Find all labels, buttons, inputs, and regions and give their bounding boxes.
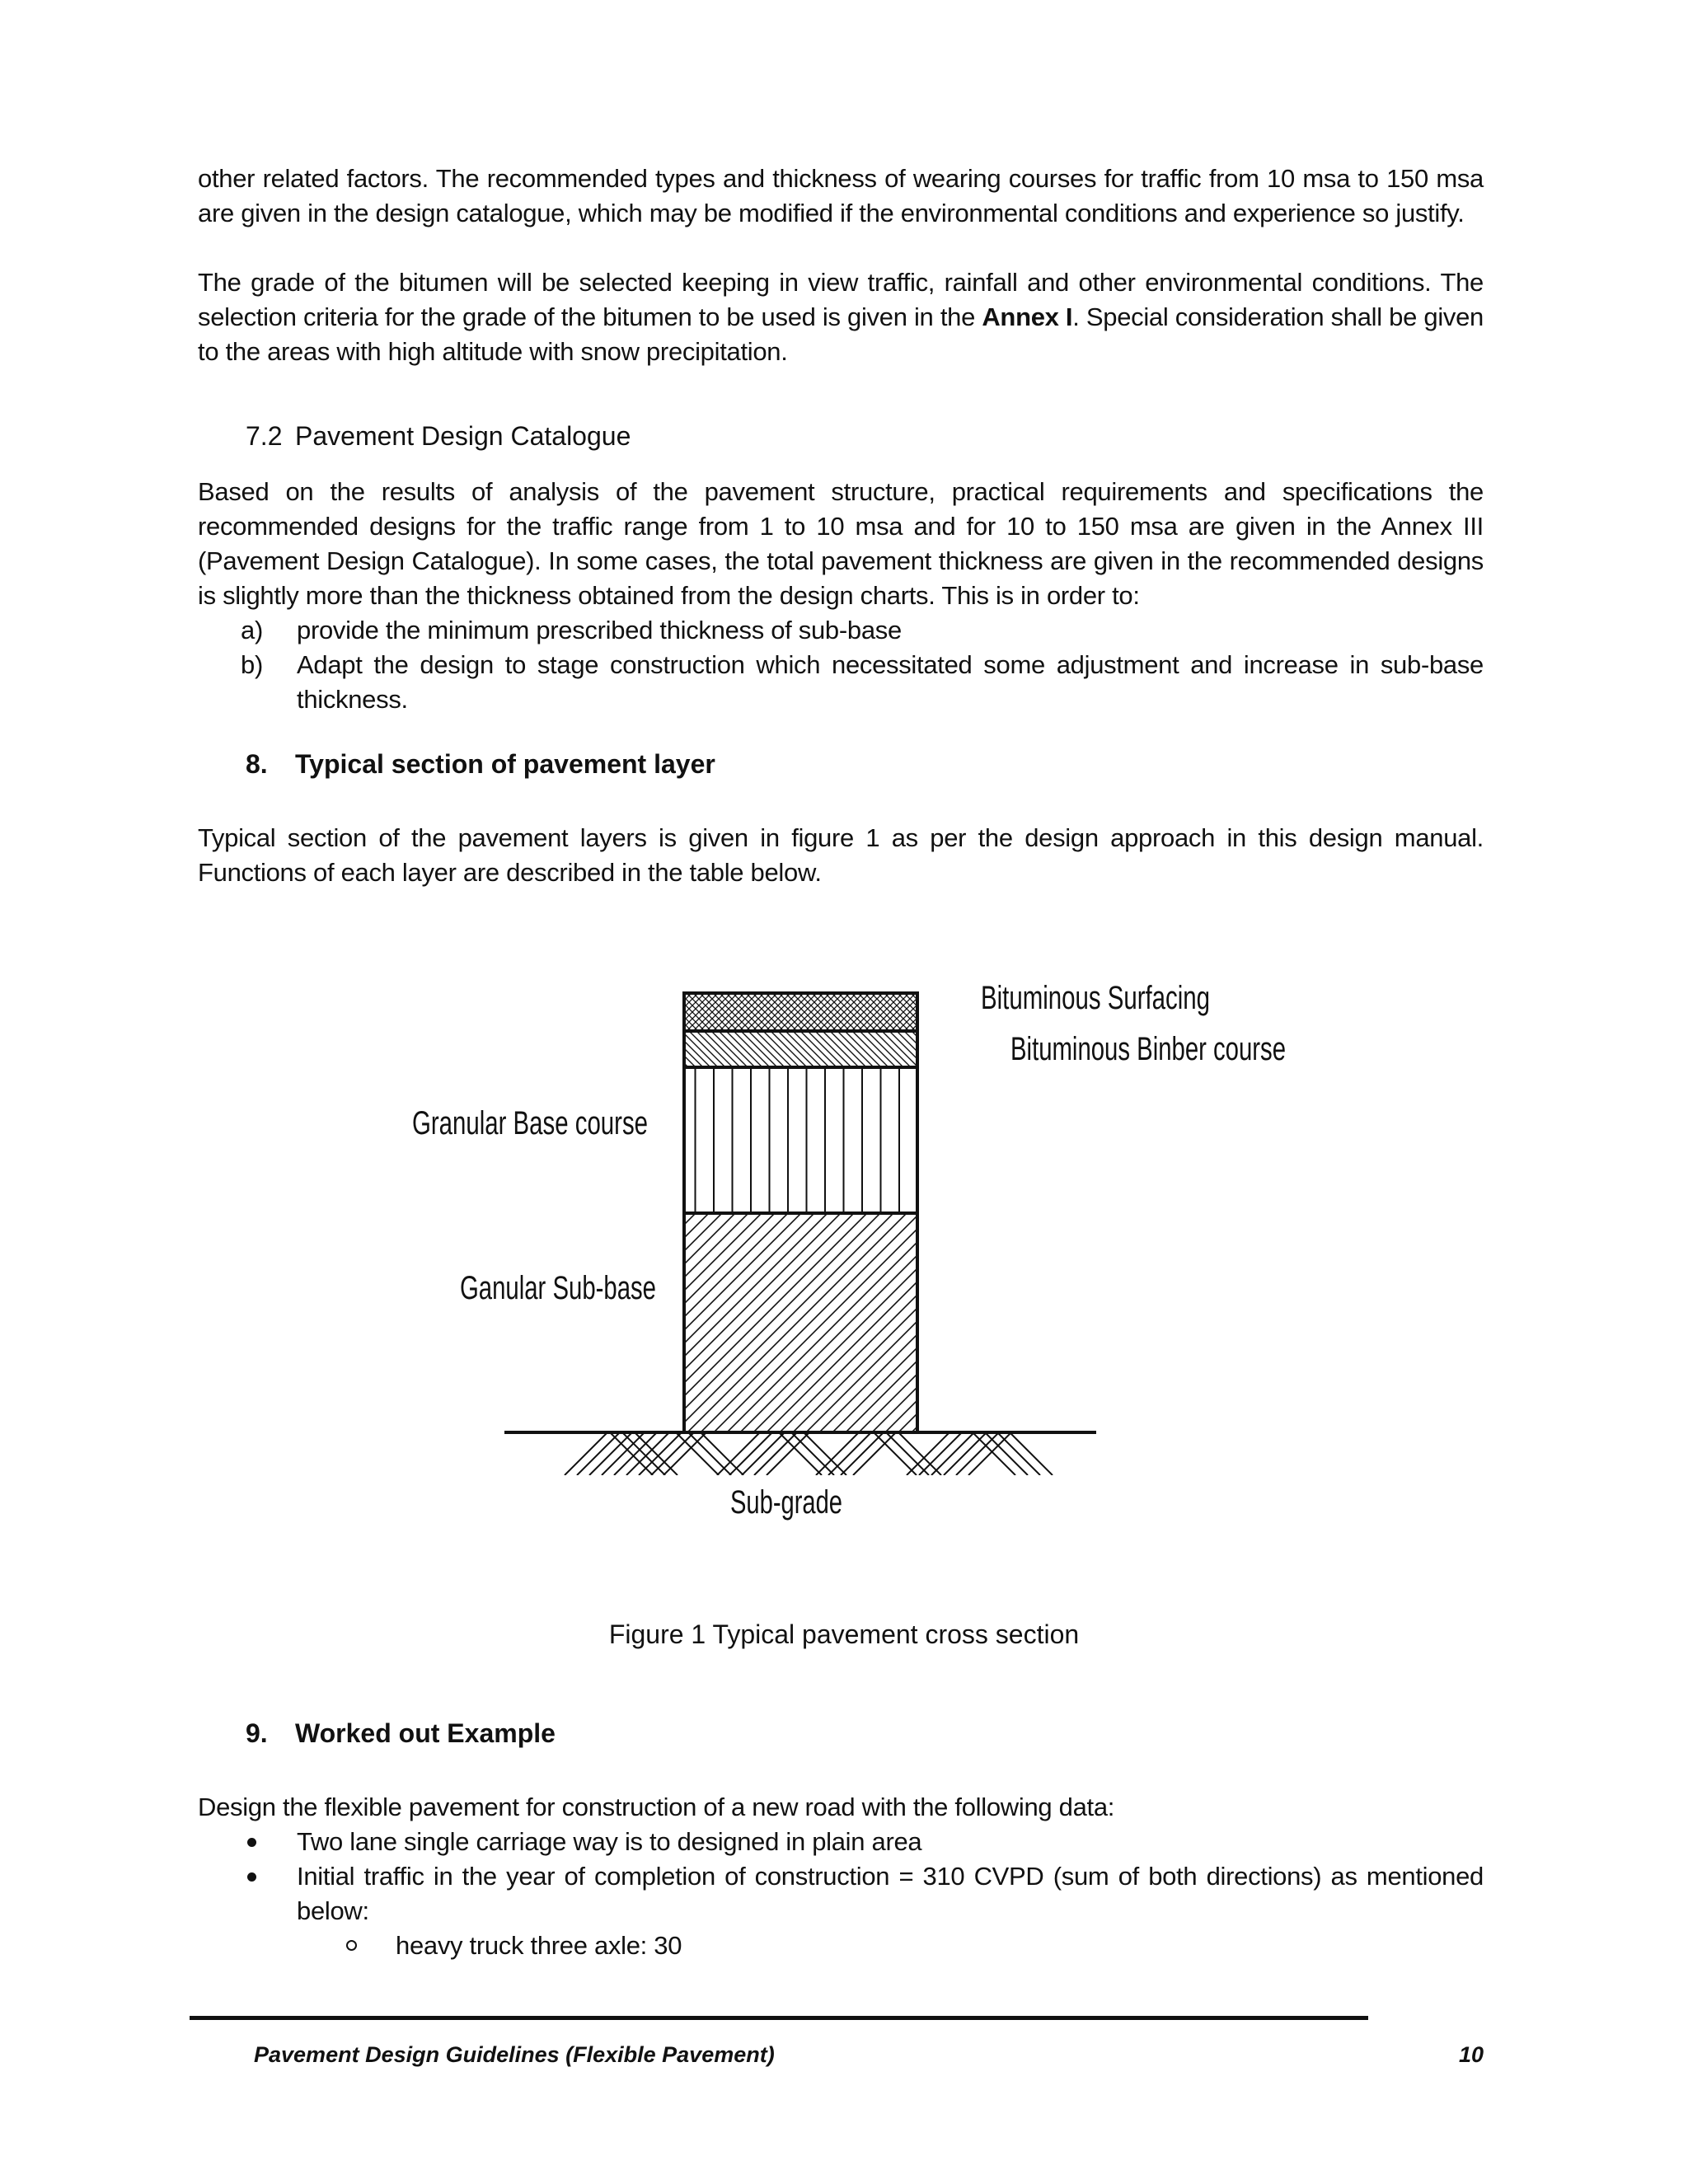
- list-item-text: provide the minimum prescribed thickness of sub-base: [297, 616, 902, 644]
- section-title: Typical section of pavement layer: [295, 749, 715, 779]
- list-item: [198, 1859, 1484, 1929]
- list-item: [198, 613, 1484, 648]
- section-number: 8.: [246, 749, 268, 779]
- list-item: [198, 1929, 1484, 1963]
- footer-title: Pavement Design Guidelines (Flexible Pavement): [254, 2042, 775, 2067]
- section-title: Pavement Design Catalogue: [295, 421, 631, 451]
- label-granular-subbase: Ganular Sub-base: [460, 1270, 656, 1306]
- section-heading-7-2: [246, 419, 631, 453]
- subgrade-hatch: [565, 1432, 1053, 1475]
- label-granular-base: Granular Base course: [412, 1105, 648, 1141]
- layer-granular-subbase: [684, 1213, 917, 1432]
- section-number: 7.2: [246, 421, 283, 451]
- section-heading-8: [246, 747, 715, 781]
- paragraph-bitumen-grade-part2: . Special consideration shall be given to the areas with high altitude with snow precipitation.: [198, 302, 1484, 366]
- reason-list: [198, 613, 1484, 717]
- list-item-text: heavy truck three axle: 30: [396, 1931, 682, 1960]
- list-item-text: Two lane single carriage way is to designed in plain area: [297, 1827, 922, 1856]
- label-bituminous-binder: Bituminous Binber course: [1010, 1031, 1286, 1067]
- list-marker: b): [241, 650, 263, 679]
- layer-granular-base: [684, 1067, 917, 1213]
- section-number: 9.: [246, 1718, 268, 1748]
- paragraph-bitumen-grade: [198, 265, 1484, 369]
- layer-bituminous-binder: [684, 1031, 917, 1067]
- label-subgrade: Sub-grade: [730, 1484, 842, 1521]
- example-bullet-list: [198, 1825, 1484, 1963]
- label-bituminous-surfacing: Bituminous Surfacing: [981, 980, 1210, 1016]
- section-title: Worked out Example: [295, 1718, 556, 1748]
- paragraph-bitumen-grade-part1: The grade of the bitumen will be selected keeping in view traffic, rainfall and other environmental conditions. The selection criteria for the grade of the bitumen to be used is given in the: [198, 268, 1484, 331]
- footer-divider: [190, 2016, 1368, 2020]
- bullet-dot: [247, 1838, 256, 1847]
- list-marker: a): [241, 616, 263, 644]
- layer-bituminous-surfacing: [684, 993, 917, 1031]
- figure-caption: Figure 1 Typical pavement cross section: [608, 1619, 1080, 1649]
- paragraph-example-intro: Design the flexible pavement for construction of a new road with the following data:: [198, 1793, 1115, 1821]
- paragraph-wearing-courses: other related factors. The recommended types and thickness of wearing courses for traffic from 10 msa to 150 msa are given in the design catalogue, which may be modified if the environmental conditions and experience so justify.: [198, 164, 1484, 227]
- bullet-dot: [247, 1872, 256, 1882]
- annex-reference: Annex I: [982, 302, 1073, 331]
- hollow-bullet: [346, 1940, 357, 1951]
- list-item-text: Adapt the design to stage construction which necessitated some adjustment and increase in sub-base thickness.: [297, 650, 1484, 714]
- paragraph-design-catalogue: Based on the results of analysis of the pavement structure, practical requirements and specifications the recommended designs for the traffic range from 1 to 10 msa and for 10 to 150 msa are given in the Annex III (Pavement Design Catalogue). In some cases, the total pavement thickness are given in the recommended designs is slightly more than the thickness obtained from the design charts. This is in order to:: [198, 477, 1484, 610]
- pavement-cross-section-figure: [0, 972, 1688, 1549]
- page-number: 10: [1458, 2042, 1484, 2067]
- section-heading-9: [246, 1716, 556, 1750]
- list-item: [198, 648, 1484, 717]
- list-item-text: Initial traffic in the year of completion of construction = 310 CVPD (sum of both directions) as mentioned below:: [297, 1862, 1484, 1925]
- list-item: [198, 1825, 1484, 1859]
- paragraph-typical-section: Typical section of the pavement layers is given in figure 1 as per the design approach in this design manual. Functions of each layer are described in the table below.: [198, 823, 1484, 887]
